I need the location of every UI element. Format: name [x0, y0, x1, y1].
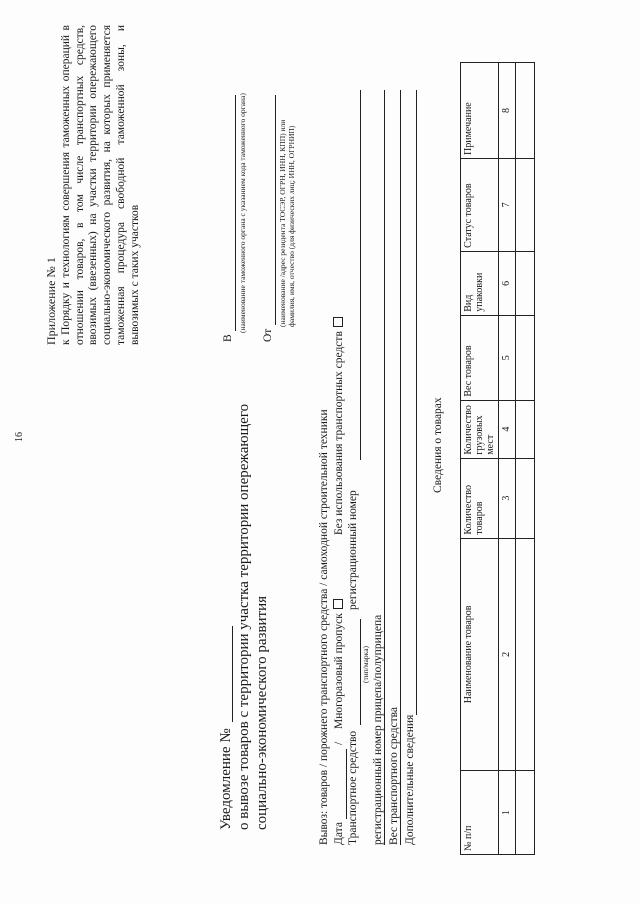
- to-caption: (наименование таможенного органа с указанием кода таможенного органа): [238, 93, 247, 333]
- appendix-title: Приложение № 1: [44, 257, 58, 345]
- notice-subtitle-2: социально-экономического развития: [254, 595, 270, 830]
- reg-number-label: регистрационный номер: [347, 490, 359, 610]
- date-slash: /: [333, 741, 345, 745]
- vehicle-label: Транспортное средство: [347, 730, 359, 845]
- empty-cell[interactable]: [516, 158, 535, 251]
- column-number: 3: [499, 458, 516, 538]
- header-cell: № п/п: [461, 771, 499, 855]
- trailer-reg-label: регистрационный номер прицепа/полуприцепа: [372, 614, 384, 845]
- goods-table: [460, 62, 535, 855]
- empty-cell[interactable]: [516, 458, 535, 538]
- header-cell: Вид упаковки: [461, 251, 499, 315]
- vehicle-weight-line: [400, 90, 401, 845]
- to-prefix: В: [222, 334, 234, 342]
- notice-subtitle-1: о вывозе товаров с территории участка территории опережающего: [236, 403, 252, 830]
- from-line: [275, 95, 276, 325]
- vehicle-weight-label: Вес транспортного средства: [388, 707, 400, 845]
- notice-title: Уведомление №: [218, 728, 234, 830]
- goods-caption: Сведения о товарах: [432, 397, 444, 493]
- column-number: 5: [499, 315, 516, 400]
- goods-header-row: [461, 63, 499, 855]
- page-number: 16: [14, 432, 25, 442]
- empty-cell[interactable]: [516, 400, 535, 458]
- additional-label: Дополнительные сведения: [404, 714, 416, 845]
- reusable-pass-checkbox[interactable]: [333, 599, 343, 609]
- trailer-line: [384, 90, 385, 845]
- goods-number-row: [499, 63, 516, 855]
- additional-line: [416, 90, 417, 715]
- reusable-pass-label: Многоразовый пропуск: [333, 599, 345, 729]
- column-number: 2: [499, 538, 516, 771]
- header-cell: Количество товаров: [461, 458, 499, 538]
- from-prefix: От: [262, 328, 274, 342]
- header-cell: Примечание: [461, 63, 499, 159]
- column-number: 1: [499, 771, 516, 855]
- reg-number-line: [360, 90, 361, 460]
- export-line: Вывоз: товаров / порожнего транспортного средства / самоходной строительной техники: [318, 409, 330, 845]
- empty-cell[interactable]: [516, 251, 535, 315]
- column-number: 4: [499, 400, 516, 458]
- appendix-text: к Порядку и технологиям совершения таможенных операций в отношении товаров, в том числе транспортных средств, ввозимых (ввезенных) на участки территории опережающего социально-экономического развития, на которых применяется таможенная процедура свободной таможенной зоны, и вывозимых с таких участков: [60, 25, 141, 345]
- empty-cell[interactable]: [516, 771, 535, 855]
- vehicle-caption: (тип/марка): [361, 645, 370, 683]
- notice-number-line: [232, 626, 233, 722]
- header-cell: Статус товаров: [461, 158, 499, 251]
- column-number: 8: [499, 63, 516, 159]
- from-caption: (наименование /адрес резидента ТОСЭР, ОГРН, ИНН, КПП) или фамилия, имя, отчество (для физических лиц; ИНН, ОГРНИП): [278, 119, 296, 327]
- header-cell: Количество грузовых мест: [461, 400, 499, 458]
- without-transport-label: Без использования транспортных средств: [333, 317, 345, 535]
- header-cell: Вес товаров: [461, 315, 499, 400]
- column-number: 6: [499, 251, 516, 315]
- empty-cell[interactable]: [516, 538, 535, 771]
- header-cell: Наименование товаров: [461, 538, 499, 771]
- without-transport-checkbox[interactable]: [333, 317, 343, 327]
- date-label: Дата: [333, 822, 345, 845]
- goods-empty-row: [516, 63, 535, 855]
- empty-cell[interactable]: [516, 315, 535, 400]
- column-number: 7: [499, 158, 516, 251]
- empty-cell[interactable]: [516, 63, 535, 159]
- to-line: [235, 95, 236, 331]
